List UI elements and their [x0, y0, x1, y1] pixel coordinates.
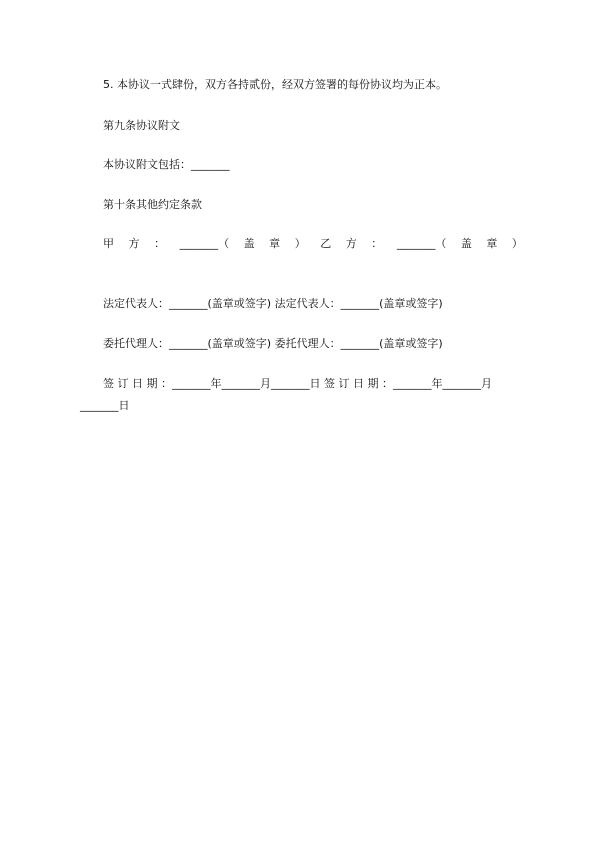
party-token: 方 — [128, 237, 140, 250]
party-token: 乙 — [320, 237, 332, 250]
clause-5: 5. 本协议一式肆份，双方各持贰份，经双方签署的每份协议均为正本。 — [103, 78, 447, 91]
authorized-agent-line: 委托代理人：_______(盖章或签字) 委托代理人：_______(盖章或签字) — [103, 337, 443, 350]
article-9-body: 本协议附文包括：_______ — [103, 158, 230, 171]
article-9-title: 第九条协议附文 — [103, 119, 180, 132]
party-token: 盖 — [243, 237, 255, 250]
party-token: ） — [294, 237, 306, 250]
party-token: 章 — [486, 237, 498, 250]
party-token: ） — [511, 237, 523, 250]
legal-representative-line: 法定代表人：_______(盖章或签字) 法定代表人：_______(盖章或签字) — [103, 297, 443, 310]
party-token: 方 — [345, 237, 357, 250]
party-token: ： — [371, 237, 383, 250]
signing-date-line-wrap: _______日 — [80, 399, 130, 412]
signing-date-line: 签 订 日 期 ：_______年_______月_______日 签 订 日 期 ：_______年_______月 — [103, 377, 492, 390]
party-signature-line — [103, 237, 523, 251]
article-10-title: 第十条其他约定条款 — [103, 198, 202, 211]
party-token: _______（ — [179, 237, 230, 250]
party-token: 甲 — [103, 237, 114, 250]
party-token: 章 — [269, 237, 281, 250]
party-token: _______（ — [396, 237, 447, 250]
party-token: ： — [154, 237, 166, 250]
party-token: 盖 — [460, 237, 472, 250]
